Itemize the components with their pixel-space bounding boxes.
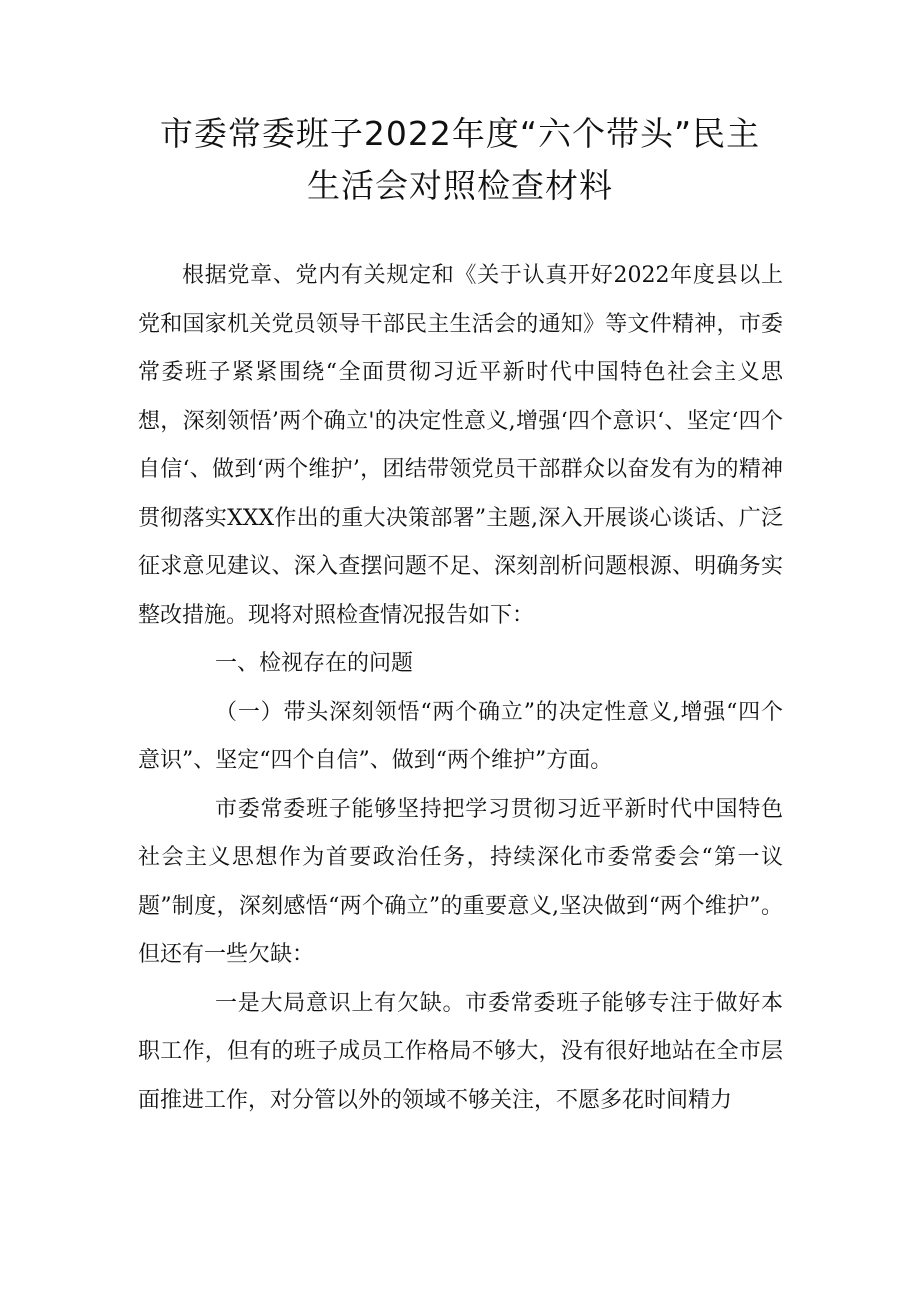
section-heading-1: 一、检视存在的问题 — [215, 651, 414, 676]
intro-paragraph: 根据党章、党内有关规定和《关于认真开好2022年度县以上党和国家机关党员领导干部民主生活会的通知》等文件精神，市委常委班子紧紧围绕“全面贯彻习近平新时代中国特色社会主义思想，深刻领悟’两个确立'的决定性意义,增强‘四个意识‘、坚定‘四个自信‘、做到‘两个维护’，团结带领党员干部群众以奋发有为的精神贯彻落实XXX作出的重大决策部署”主题,深入开展谈心谈话、广泛征求意见建议、深入查摆问题不足、深刻剖析问题根源、明确务实整改措施。现将对照检查情况报告如下： — [138, 263, 783, 628]
document-title-line-1: 市委常委班子2022年度“六个带头”民主 — [159, 114, 761, 153]
document-body — [138, 252, 783, 1125]
body-paragraph-1: 市委常委班子能够坚持把学习贯彻习近平新时代中国特色社会主义思想作为首要政治任务，持续深化市委常委会“第一议题”制度，深刻感悟“两个确立”的重要意义,坚决做到“两个维护”。但还有一些欠缺： — [138, 796, 783, 967]
subsection-heading-1: （一）带头深刻领悟“两个确立”的决定性意义,增强“四个意识”、坚定“四个自信”、做到“两个维护”方面。 — [138, 699, 783, 773]
body-paragraph-2: 一是大局意识上有欠缺。市委常委班子能够专注于做好本职工作，但有的班子成员工作格局不够大，没有很好地站在全市层面推进工作，对分管以外的领域不够关注，不愿多花时间精力 — [138, 990, 783, 1113]
document-title-line-2: 生活会对照检查材料 — [307, 166, 613, 205]
